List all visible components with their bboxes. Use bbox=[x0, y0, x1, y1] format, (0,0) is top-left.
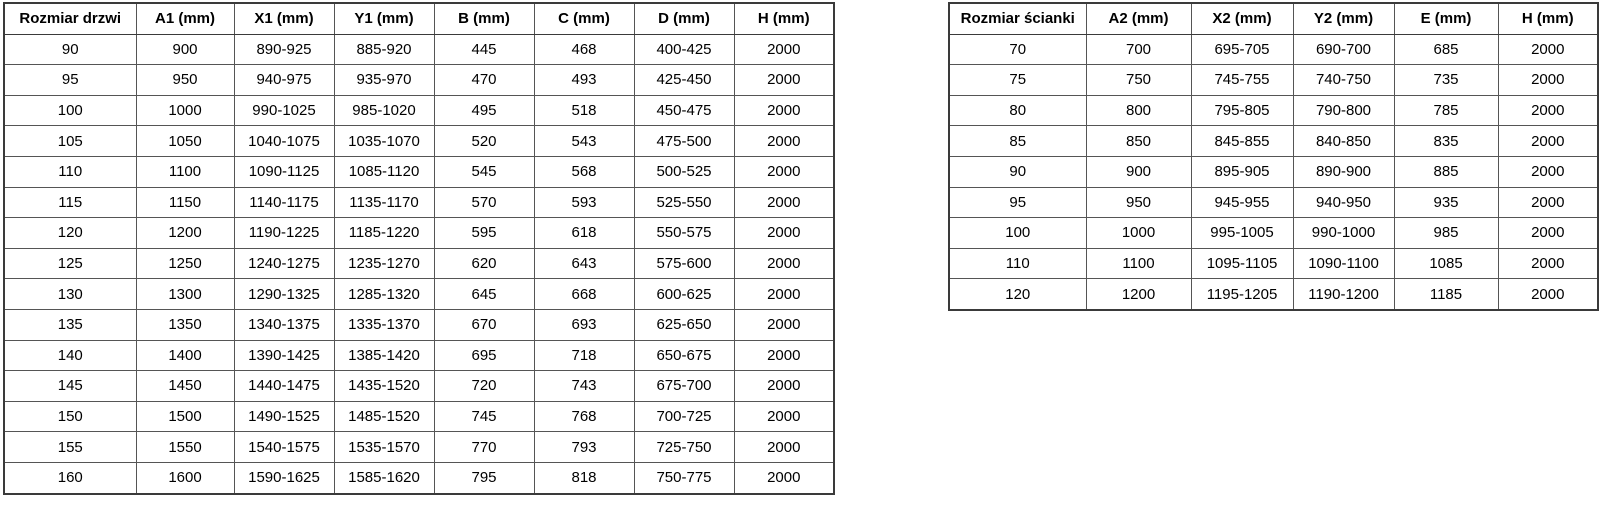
table-cell: 105 bbox=[4, 126, 136, 157]
table-cell: 1090-1125 bbox=[234, 156, 334, 187]
table-cell: 740-750 bbox=[1293, 65, 1394, 96]
table-cell: 400-425 bbox=[634, 34, 734, 65]
table-cell: 650-675 bbox=[634, 340, 734, 371]
table-row bbox=[949, 218, 1598, 249]
table-cell: 1440-1475 bbox=[234, 371, 334, 402]
table-cell: 2000 bbox=[734, 462, 834, 493]
table-cell: 1340-1375 bbox=[234, 309, 334, 340]
table-cell: 845-855 bbox=[1191, 126, 1293, 157]
table-cell: 2000 bbox=[1498, 95, 1598, 126]
table-cell: 990-1000 bbox=[1293, 218, 1394, 249]
table-cell: 900 bbox=[136, 34, 234, 65]
table-cell: 1490-1525 bbox=[234, 401, 334, 432]
table-cell: 2000 bbox=[734, 432, 834, 463]
table-cell: 1195-1205 bbox=[1191, 279, 1293, 310]
table-cell: 1035-1070 bbox=[334, 126, 434, 157]
table-cell: 2000 bbox=[1498, 218, 1598, 249]
table-cell: 2000 bbox=[734, 401, 834, 432]
table-cell: 1585-1620 bbox=[334, 462, 434, 493]
table-cell: 1335-1370 bbox=[334, 309, 434, 340]
table-cell: 543 bbox=[534, 126, 634, 157]
table-cell: 693 bbox=[534, 309, 634, 340]
table-cell: 1235-1270 bbox=[334, 248, 434, 279]
table-cell: 2000 bbox=[734, 218, 834, 249]
table-cell: 743 bbox=[534, 371, 634, 402]
table-cell: 1535-1570 bbox=[334, 432, 434, 463]
table-cell: 950 bbox=[1086, 187, 1191, 218]
table-cell: 120 bbox=[4, 218, 136, 249]
table-cell: 950 bbox=[136, 65, 234, 96]
table-row bbox=[4, 95, 834, 126]
table-cell: 2000 bbox=[1498, 126, 1598, 157]
table-cell: 600-625 bbox=[634, 279, 734, 310]
table-cell: 618 bbox=[534, 218, 634, 249]
table-cell: 1435-1520 bbox=[334, 371, 434, 402]
table-cell: 100 bbox=[4, 95, 136, 126]
table-cell: 445 bbox=[434, 34, 534, 65]
table-row bbox=[4, 218, 834, 249]
column-header: X1 (mm) bbox=[234, 3, 334, 34]
table-row bbox=[949, 279, 1598, 310]
table-cell: 835 bbox=[1394, 126, 1498, 157]
table-cell: 2000 bbox=[734, 248, 834, 279]
table-cell: 1450 bbox=[136, 371, 234, 402]
table-cell: 2000 bbox=[1498, 279, 1598, 310]
table-cell: 1550 bbox=[136, 432, 234, 463]
table-cell: 1100 bbox=[1086, 248, 1191, 279]
table-cell: 1000 bbox=[1086, 218, 1191, 249]
table-cell: 95 bbox=[4, 65, 136, 96]
column-header: X2 (mm) bbox=[1191, 3, 1293, 34]
table-cell: 115 bbox=[4, 187, 136, 218]
table-cell: 500-525 bbox=[634, 156, 734, 187]
table-cell: 595 bbox=[434, 218, 534, 249]
table-row bbox=[4, 462, 834, 493]
table-cell: 1250 bbox=[136, 248, 234, 279]
table-cell: 685 bbox=[1394, 34, 1498, 65]
table-row bbox=[949, 65, 1598, 96]
column-header: C (mm) bbox=[534, 3, 634, 34]
table-cell: 2000 bbox=[1498, 34, 1598, 65]
table-cell: 1090-1100 bbox=[1293, 248, 1394, 279]
column-header: Y2 (mm) bbox=[1293, 3, 1394, 34]
table-cell: 935 bbox=[1394, 187, 1498, 218]
table-cell: 2000 bbox=[1498, 65, 1598, 96]
table-cell: 145 bbox=[4, 371, 136, 402]
table-cell: 110 bbox=[4, 156, 136, 187]
table-row bbox=[4, 401, 834, 432]
table-cell: 2000 bbox=[734, 65, 834, 96]
table-cell: 2000 bbox=[1498, 187, 1598, 218]
table-cell: 520 bbox=[434, 126, 534, 157]
column-header: A1 (mm) bbox=[136, 3, 234, 34]
table-cell: 2000 bbox=[1498, 156, 1598, 187]
table-cell: 885 bbox=[1394, 156, 1498, 187]
table-cell: 2000 bbox=[734, 309, 834, 340]
table-cell: 1485-1520 bbox=[334, 401, 434, 432]
column-header: E (mm) bbox=[1394, 3, 1498, 34]
table-cell: 150 bbox=[4, 401, 136, 432]
table-cell: 940-950 bbox=[1293, 187, 1394, 218]
table-cell: 160 bbox=[4, 462, 136, 493]
column-header: Rozmiar ścianki bbox=[949, 3, 1086, 34]
table-cell: 2000 bbox=[734, 371, 834, 402]
table-cell: 1085-1120 bbox=[334, 156, 434, 187]
table-cell: 2000 bbox=[734, 279, 834, 310]
table-cell: 110 bbox=[949, 248, 1086, 279]
table-cell: 495 bbox=[434, 95, 534, 126]
table-cell: 1190-1225 bbox=[234, 218, 334, 249]
table-cell: 718 bbox=[534, 340, 634, 371]
table-cell: 935-970 bbox=[334, 65, 434, 96]
table-cell: 1050 bbox=[136, 126, 234, 157]
table-cell: 1300 bbox=[136, 279, 234, 310]
table-cell: 795-805 bbox=[1191, 95, 1293, 126]
header-row bbox=[949, 3, 1598, 34]
table-cell: 700-725 bbox=[634, 401, 734, 432]
table-row bbox=[949, 126, 1598, 157]
header-row bbox=[4, 3, 834, 34]
table-cell: 425-450 bbox=[634, 65, 734, 96]
table-cell: 468 bbox=[534, 34, 634, 65]
table-cell: 885-920 bbox=[334, 34, 434, 65]
table-cell: 620 bbox=[434, 248, 534, 279]
table-row bbox=[949, 156, 1598, 187]
table-cell: 770 bbox=[434, 432, 534, 463]
table-row bbox=[4, 187, 834, 218]
column-header: H (mm) bbox=[734, 3, 834, 34]
table-cell: 550-575 bbox=[634, 218, 734, 249]
table-cell: 793 bbox=[534, 432, 634, 463]
column-header: Rozmiar drzwi bbox=[4, 3, 136, 34]
table-cell: 125 bbox=[4, 248, 136, 279]
column-header: B (mm) bbox=[434, 3, 534, 34]
table-row bbox=[4, 309, 834, 340]
table-cell: 895-905 bbox=[1191, 156, 1293, 187]
table-cell: 475-500 bbox=[634, 126, 734, 157]
table-row bbox=[4, 34, 834, 65]
table-cell: 2000 bbox=[734, 340, 834, 371]
table-row bbox=[4, 340, 834, 371]
table-cell: 990-1025 bbox=[234, 95, 334, 126]
table-cell: 675-700 bbox=[634, 371, 734, 402]
table-cell: 800 bbox=[1086, 95, 1191, 126]
table-cell: 1540-1575 bbox=[234, 432, 334, 463]
wall-size-table bbox=[948, 2, 1599, 311]
table-cell: 518 bbox=[534, 95, 634, 126]
table-cell: 670 bbox=[434, 309, 534, 340]
table-cell: 1100 bbox=[136, 156, 234, 187]
table-cell: 940-975 bbox=[234, 65, 334, 96]
table-cell: 493 bbox=[534, 65, 634, 96]
table-cell: 1190-1200 bbox=[1293, 279, 1394, 310]
door-size-table bbox=[3, 2, 835, 495]
table-cell: 70 bbox=[949, 34, 1086, 65]
table-cell: 120 bbox=[949, 279, 1086, 310]
table-cell: 1085 bbox=[1394, 248, 1498, 279]
table-cell: 643 bbox=[534, 248, 634, 279]
table-cell: 1095-1105 bbox=[1191, 248, 1293, 279]
table-cell: 945-955 bbox=[1191, 187, 1293, 218]
table-cell: 2000 bbox=[734, 187, 834, 218]
table-cell: 700 bbox=[1086, 34, 1191, 65]
table-cell: 1200 bbox=[1086, 279, 1191, 310]
table-cell: 95 bbox=[949, 187, 1086, 218]
table-cell: 840-850 bbox=[1293, 126, 1394, 157]
table-row bbox=[4, 371, 834, 402]
table-row bbox=[949, 248, 1598, 279]
table-row bbox=[4, 156, 834, 187]
table-cell: 690-700 bbox=[1293, 34, 1394, 65]
table-cell: 80 bbox=[949, 95, 1086, 126]
table-cell: 750-775 bbox=[634, 462, 734, 493]
table-cell: 1350 bbox=[136, 309, 234, 340]
table-cell: 645 bbox=[434, 279, 534, 310]
table-cell: 570 bbox=[434, 187, 534, 218]
table-cell: 90 bbox=[4, 34, 136, 65]
table-cell: 155 bbox=[4, 432, 136, 463]
table-cell: 1000 bbox=[136, 95, 234, 126]
table-cell: 135 bbox=[4, 309, 136, 340]
table-cell: 625-650 bbox=[634, 309, 734, 340]
table-cell: 2000 bbox=[734, 34, 834, 65]
table-cell: 1185 bbox=[1394, 279, 1498, 310]
table-cell: 1500 bbox=[136, 401, 234, 432]
table-cell: 1150 bbox=[136, 187, 234, 218]
table-cell: 745-755 bbox=[1191, 65, 1293, 96]
table-cell: 850 bbox=[1086, 126, 1191, 157]
table-cell: 795 bbox=[434, 462, 534, 493]
table-cell: 2000 bbox=[734, 126, 834, 157]
table-cell: 890-900 bbox=[1293, 156, 1394, 187]
table-cell: 525-550 bbox=[634, 187, 734, 218]
table-cell: 745 bbox=[434, 401, 534, 432]
table-cell: 1285-1320 bbox=[334, 279, 434, 310]
table-cell: 100 bbox=[949, 218, 1086, 249]
table-row bbox=[4, 65, 834, 96]
table-cell: 545 bbox=[434, 156, 534, 187]
table-cell: 2000 bbox=[734, 156, 834, 187]
table-cell: 735 bbox=[1394, 65, 1498, 96]
table-cell: 1185-1220 bbox=[334, 218, 434, 249]
table-row bbox=[949, 95, 1598, 126]
table-cell: 790-800 bbox=[1293, 95, 1394, 126]
column-header: A2 (mm) bbox=[1086, 3, 1191, 34]
table-cell: 1040-1075 bbox=[234, 126, 334, 157]
table-cell: 890-925 bbox=[234, 34, 334, 65]
table-cell: 1385-1420 bbox=[334, 340, 434, 371]
table-cell: 85 bbox=[949, 126, 1086, 157]
table-cell: 695-705 bbox=[1191, 34, 1293, 65]
table-cell: 750 bbox=[1086, 65, 1191, 96]
table-row bbox=[4, 126, 834, 157]
table-cell: 725-750 bbox=[634, 432, 734, 463]
table-cell: 900 bbox=[1086, 156, 1191, 187]
table-cell: 1140-1175 bbox=[234, 187, 334, 218]
table-cell: 1240-1275 bbox=[234, 248, 334, 279]
table-cell: 2000 bbox=[1498, 248, 1598, 279]
table-cell: 818 bbox=[534, 462, 634, 493]
table-cell: 90 bbox=[949, 156, 1086, 187]
column-header: D (mm) bbox=[634, 3, 734, 34]
table-row bbox=[4, 248, 834, 279]
table-cell: 985 bbox=[1394, 218, 1498, 249]
table-cell: 768 bbox=[534, 401, 634, 432]
table-cell: 720 bbox=[434, 371, 534, 402]
table-cell: 1200 bbox=[136, 218, 234, 249]
table-cell: 1290-1325 bbox=[234, 279, 334, 310]
table-cell: 2000 bbox=[734, 95, 834, 126]
table-row bbox=[949, 187, 1598, 218]
table-cell: 695 bbox=[434, 340, 534, 371]
table-cell: 1400 bbox=[136, 340, 234, 371]
table-cell: 1135-1170 bbox=[334, 187, 434, 218]
table-cell: 470 bbox=[434, 65, 534, 96]
table-cell: 140 bbox=[4, 340, 136, 371]
table-row bbox=[949, 34, 1598, 65]
table-cell: 568 bbox=[534, 156, 634, 187]
table-cell: 985-1020 bbox=[334, 95, 434, 126]
column-header: Y1 (mm) bbox=[334, 3, 434, 34]
table-cell: 785 bbox=[1394, 95, 1498, 126]
table-cell: 130 bbox=[4, 279, 136, 310]
table-cell: 1600 bbox=[136, 462, 234, 493]
table-cell: 593 bbox=[534, 187, 634, 218]
table-row bbox=[4, 432, 834, 463]
table-cell: 1590-1625 bbox=[234, 462, 334, 493]
column-header: H (mm) bbox=[1498, 3, 1598, 34]
table-cell: 1390-1425 bbox=[234, 340, 334, 371]
table-cell: 575-600 bbox=[634, 248, 734, 279]
table-cell: 995-1005 bbox=[1191, 218, 1293, 249]
table-cell: 450-475 bbox=[634, 95, 734, 126]
table-row bbox=[4, 279, 834, 310]
table-cell: 75 bbox=[949, 65, 1086, 96]
table-cell: 668 bbox=[534, 279, 634, 310]
